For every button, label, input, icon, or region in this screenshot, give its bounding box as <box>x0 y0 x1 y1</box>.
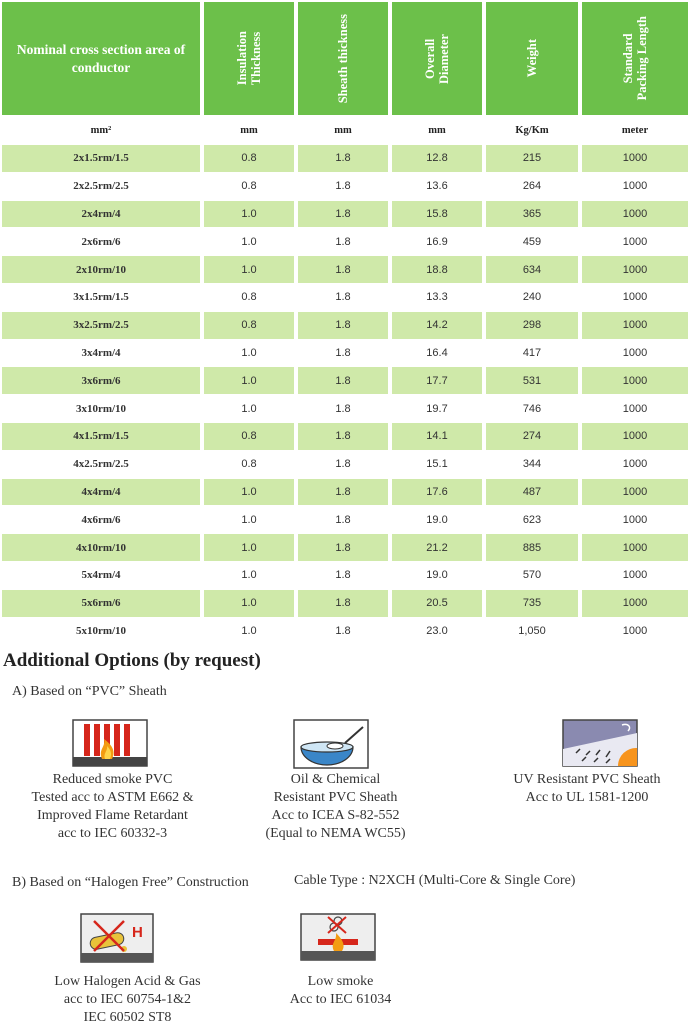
value-cell: 1.0 <box>204 534 294 562</box>
halogen-acid-icon <box>80 913 154 968</box>
halogen-acid-caption <box>35 973 220 1024</box>
value-cell: 1000 <box>582 506 688 534</box>
cable-type-label: Cable Type : N2XCH (Multi-Core & Single Core) <box>294 873 576 888</box>
value-cell: 1000 <box>582 228 688 256</box>
cross-section-cell: 4x1.5rm/1.5 <box>2 423 200 451</box>
value-cell: 1.0 <box>204 479 294 507</box>
value-cell: 885 <box>486 534 578 562</box>
table-row <box>2 201 692 229</box>
table-row <box>2 451 692 479</box>
value-cell: 1.8 <box>298 506 388 534</box>
caption-line: Low smoke <box>307 974 374 989</box>
value-cell: 0.8 <box>204 423 294 451</box>
value-cell: 1.0 <box>204 618 294 646</box>
pvc-section-label: A) Based on “PVC” Sheath <box>12 684 167 699</box>
value-cell: 1000 <box>582 145 688 173</box>
table-row <box>2 173 692 201</box>
value-cell: 1.0 <box>204 395 294 423</box>
value-cell: 1.8 <box>298 618 388 646</box>
header-packing-length-label: Standard Packing Length <box>621 16 649 101</box>
value-cell: 487 <box>486 479 578 507</box>
value-cell: 0.8 <box>204 451 294 479</box>
caption-line: Acc to IEC 61034 <box>289 992 392 1007</box>
low-smoke-icon <box>300 913 376 966</box>
oil-chemical-caption <box>243 771 428 843</box>
value-cell: 1000 <box>582 284 688 312</box>
value-cell: 1.0 <box>204 590 294 618</box>
value-cell: 0.8 <box>204 284 294 312</box>
caption-line: (Equal to NEMA WC55) <box>265 826 406 841</box>
value-cell: 15.1 <box>392 451 482 479</box>
flame-smoke-caption <box>20 771 205 843</box>
cross-section-cell: 4x10rm/10 <box>2 534 200 562</box>
value-cell: 344 <box>486 451 578 479</box>
caption-line: UV Resistant PVC Sheath <box>513 772 661 787</box>
value-cell: 1000 <box>582 479 688 507</box>
value-cell: 298 <box>486 312 578 340</box>
cable-spec-table <box>2 2 692 645</box>
header-insulation <box>204 2 294 115</box>
value-cell: 1.8 <box>298 284 388 312</box>
value-cell: 1.8 <box>298 145 388 173</box>
value-cell: 531 <box>486 367 578 395</box>
value-cell: 16.4 <box>392 340 482 368</box>
caption-line: Low Halogen Acid & Gas <box>54 974 201 989</box>
unit-cell: mm <box>240 124 258 136</box>
table-row <box>2 256 692 284</box>
value-cell: 459 <box>486 228 578 256</box>
value-cell: 17.6 <box>392 479 482 507</box>
cross-section-cell: 2x2.5rm/2.5 <box>2 173 200 201</box>
value-cell: 1.0 <box>204 562 294 590</box>
cross-section-cell: 3x4rm/4 <box>2 340 200 368</box>
header-diameter <box>392 2 482 115</box>
table-row <box>2 534 692 562</box>
value-cell: 23.0 <box>392 618 482 646</box>
value-cell: 264 <box>486 173 578 201</box>
units-row <box>2 115 692 145</box>
value-cell: 1000 <box>582 590 688 618</box>
table-row <box>2 423 692 451</box>
table-row <box>2 590 692 618</box>
table-row <box>2 340 692 368</box>
value-cell: 1000 <box>582 340 688 368</box>
value-cell: 570 <box>486 562 578 590</box>
cross-section-cell: 2x10rm/10 <box>2 256 200 284</box>
unit-cell: mm <box>428 124 446 136</box>
value-cell: 1.8 <box>298 228 388 256</box>
value-cell: 19.7 <box>392 395 482 423</box>
value-cell: 14.1 <box>392 423 482 451</box>
caption-line: acc to IEC 60332-3 <box>57 826 168 841</box>
value-cell: 746 <box>486 395 578 423</box>
value-cell: 1000 <box>582 534 688 562</box>
table-row <box>2 562 692 590</box>
value-cell: 19.0 <box>392 562 482 590</box>
value-cell: 1.0 <box>204 228 294 256</box>
value-cell: 1.0 <box>204 256 294 284</box>
cross-section-cell: 3x1.5rm/1.5 <box>2 284 200 312</box>
value-cell: 1000 <box>582 618 688 646</box>
value-cell: 17.7 <box>392 367 482 395</box>
caption-line: acc to IEC 60754-1&2 <box>63 992 192 1007</box>
halogen-section-label: B) Based on “Halogen Free” Construction <box>12 875 249 890</box>
cross-section-cell: 4x2.5rm/2.5 <box>2 451 200 479</box>
value-cell: 735 <box>486 590 578 618</box>
caption-line: Oil & Chemical <box>290 772 381 787</box>
value-cell: 1.8 <box>298 340 388 368</box>
cross-section-cell: 5x4rm/4 <box>2 562 200 590</box>
value-cell: 14.2 <box>392 312 482 340</box>
cross-section-cell: 4x6rm/6 <box>2 506 200 534</box>
value-cell: 1.8 <box>298 562 388 590</box>
value-cell: 1.0 <box>204 201 294 229</box>
value-cell: 274 <box>486 423 578 451</box>
value-cell: 1.8 <box>298 395 388 423</box>
value-cell: 1.0 <box>204 506 294 534</box>
value-cell: 0.8 <box>204 145 294 173</box>
table-row <box>2 506 692 534</box>
oil-bowl-icon <box>293 719 369 774</box>
unit-cell: mm² <box>90 124 112 136</box>
value-cell: 20.5 <box>392 590 482 618</box>
value-cell: 1000 <box>582 201 688 229</box>
value-cell: 1000 <box>582 451 688 479</box>
flame-smoke-icon <box>72 719 148 772</box>
value-cell: 1000 <box>582 256 688 284</box>
value-cell: 240 <box>486 284 578 312</box>
value-cell: 1.0 <box>204 340 294 368</box>
table-row <box>2 312 692 340</box>
value-cell: 0.8 <box>204 312 294 340</box>
value-cell: 1000 <box>582 312 688 340</box>
value-cell: 634 <box>486 256 578 284</box>
value-cell: 0.8 <box>204 173 294 201</box>
header-packing-length <box>582 2 688 115</box>
header-diameter-label: Overall Diameter <box>423 33 451 84</box>
value-cell: 1.8 <box>298 423 388 451</box>
header-weight-label: Weight <box>525 39 539 78</box>
header-insulation-label: Insulation Thickness <box>235 31 263 86</box>
value-cell: 13.6 <box>392 173 482 201</box>
unit-cell: mm <box>334 124 352 136</box>
value-cell: 1000 <box>582 173 688 201</box>
caption-line: Reduced smoke PVC <box>52 772 173 787</box>
additional-options-title: Additional Options (by request) <box>3 650 261 671</box>
value-cell: 1.8 <box>298 479 388 507</box>
value-cell: 365 <box>486 201 578 229</box>
value-cell: 1.8 <box>298 451 388 479</box>
value-cell: 1.8 <box>298 367 388 395</box>
value-cell: 1.8 <box>298 201 388 229</box>
cross-section-cell: 2x6rm/6 <box>2 228 200 256</box>
cross-section-cell: 2x4rm/4 <box>2 201 200 229</box>
value-cell: 13.3 <box>392 284 482 312</box>
header-cross-section-label: Nominal cross section area of conductor <box>16 41 186 75</box>
value-cell: 18.8 <box>392 256 482 284</box>
cross-section-cell: 3x2.5rm/2.5 <box>2 312 200 340</box>
table-row <box>2 145 692 173</box>
table-row <box>2 395 692 423</box>
table-body <box>2 145 692 645</box>
value-cell: 16.9 <box>392 228 482 256</box>
table-row <box>2 618 692 646</box>
value-cell: 1.0 <box>204 367 294 395</box>
value-cell: 215 <box>486 145 578 173</box>
value-cell: 1000 <box>582 562 688 590</box>
caption-line: Acc to ICEA S-82-552 <box>271 808 400 823</box>
table-header <box>2 2 692 115</box>
value-cell: 12.8 <box>392 145 482 173</box>
value-cell: 1000 <box>582 423 688 451</box>
cross-section-cell: 5x10rm/10 <box>2 618 200 646</box>
header-weight <box>486 2 578 115</box>
value-cell: 1,050 <box>486 618 578 646</box>
uv-resistant-caption <box>492 771 682 807</box>
value-cell: 623 <box>486 506 578 534</box>
caption-line: Resistant PVC Sheath <box>273 790 398 805</box>
value-cell: 1.8 <box>298 534 388 562</box>
cross-section-cell: 3x6rm/6 <box>2 367 200 395</box>
table-row <box>2 479 692 507</box>
caption-line: IEC 60502 ST8 <box>83 1010 172 1024</box>
unit-cell: Kg/Km <box>515 124 549 136</box>
unit-cell: meter <box>621 124 649 136</box>
cross-section-cell: 3x10rm/10 <box>2 395 200 423</box>
value-cell: 1.8 <box>298 173 388 201</box>
header-sheath <box>298 2 388 115</box>
value-cell: 1000 <box>582 367 688 395</box>
table-row <box>2 284 692 312</box>
value-cell: 417 <box>486 340 578 368</box>
cross-section-cell: 2x1.5rm/1.5 <box>2 145 200 173</box>
caption-line: Tested acc to ASTM E662 & <box>31 790 194 805</box>
value-cell: 21.2 <box>392 534 482 562</box>
header-sheath-label: Sheath thickness <box>336 13 350 104</box>
value-cell: 15.8 <box>392 201 482 229</box>
value-cell: 1000 <box>582 395 688 423</box>
sun-uv-icon <box>562 719 638 772</box>
caption-line: Acc to UL 1581-1200 <box>525 790 649 805</box>
table-row <box>2 228 692 256</box>
cross-section-cell: 4x4rm/4 <box>2 479 200 507</box>
low-smoke-caption <box>258 973 423 1009</box>
caption-line: Improved Flame Retardant <box>37 808 188 823</box>
header-cross-section <box>2 2 200 115</box>
value-cell: 1.8 <box>298 590 388 618</box>
h-badge: H <box>132 924 143 941</box>
value-cell: 1.8 <box>298 256 388 284</box>
value-cell: 1.8 <box>298 312 388 340</box>
cross-section-cell: 5x6rm/6 <box>2 590 200 618</box>
table-row <box>2 367 692 395</box>
value-cell: 19.0 <box>392 506 482 534</box>
